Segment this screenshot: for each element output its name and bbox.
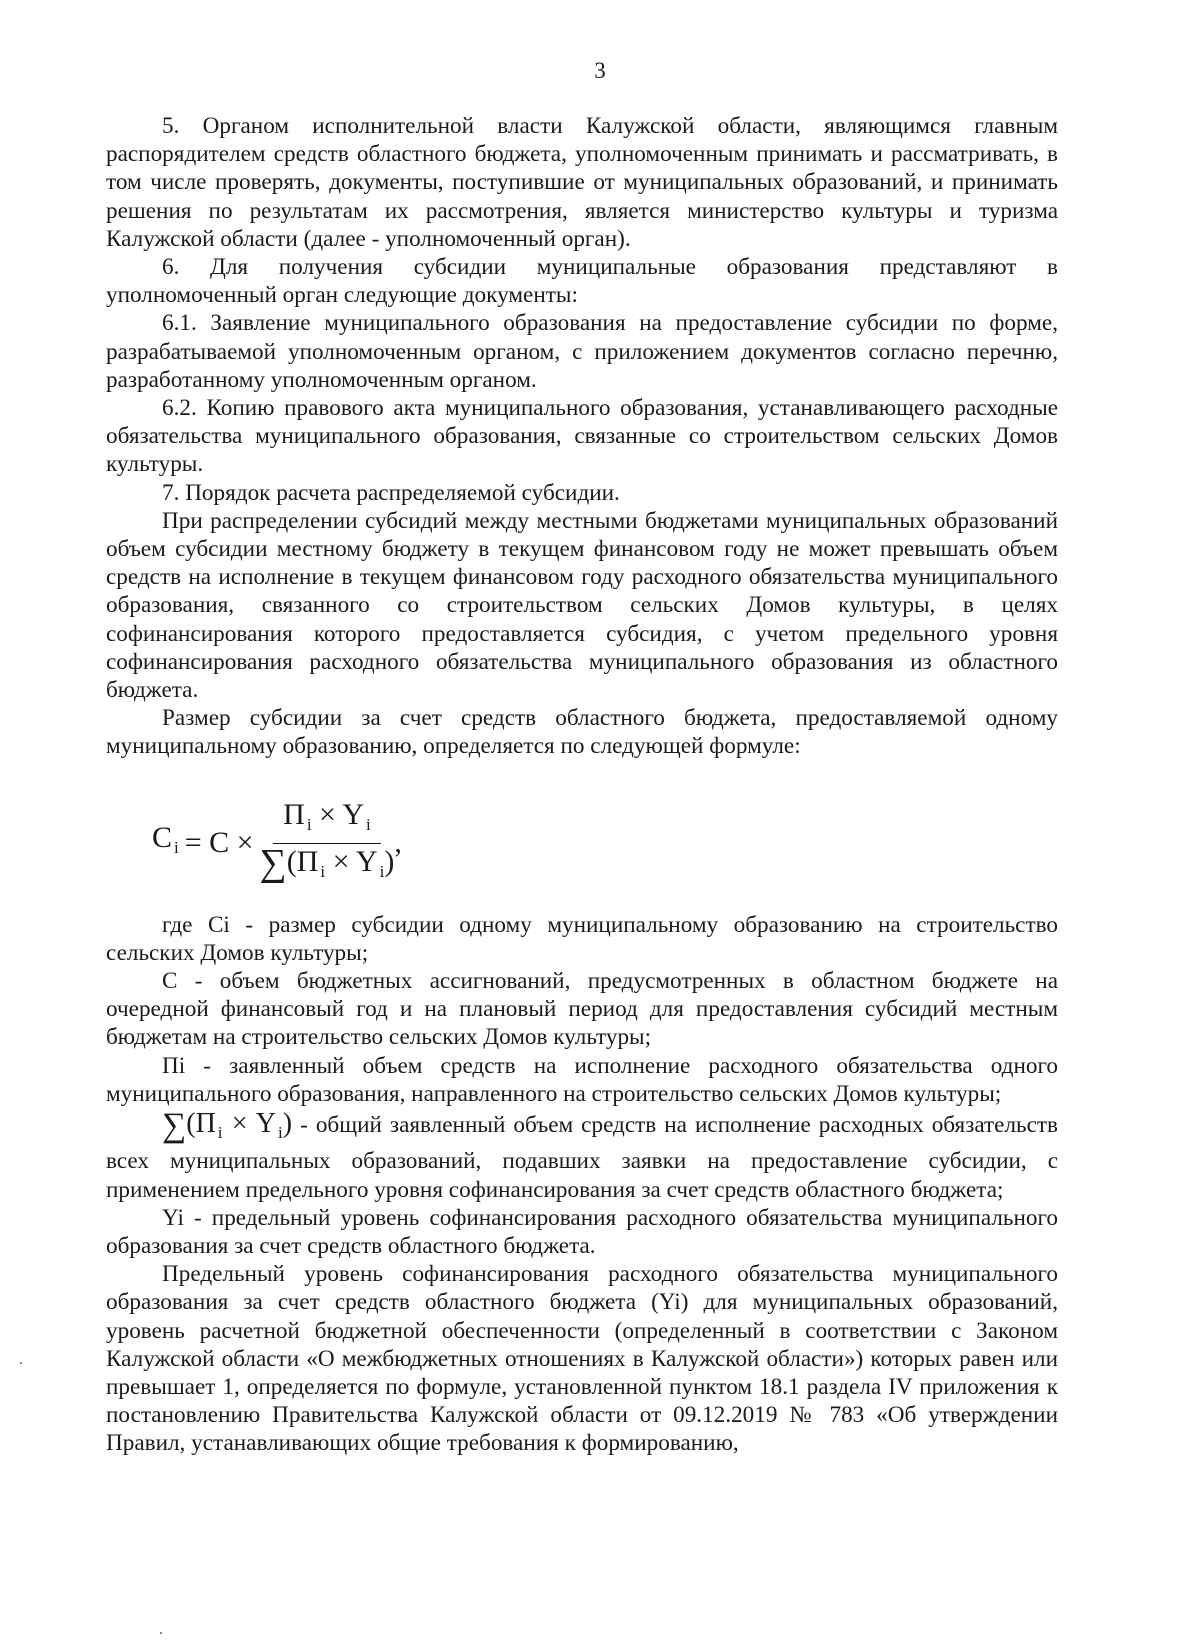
subsidy-formula (152, 797, 402, 886)
definition-pi: Пi - заявленный объем средств на исполнение расходного обязательства одного муниципального образования, направленного на строительство сельских Домов культуры; (106, 1052, 1058, 1107)
document-body (106, 112, 1058, 1458)
paragraph-7-formula-intro: Размер субсидии за счет средств областного бюджета, предоставляемой одному муниципальному образованию, определяется по следующей формуле: (106, 705, 1058, 760)
formula-equals-times: = C × (184, 826, 254, 860)
formula-denominator: ∑(П $_i$ × Y $_i$) (259, 841, 395, 884)
formula-trailing-comma: , (394, 826, 402, 860)
subsidy-formula-block (106, 761, 1058, 911)
page-number: 3 (594, 58, 606, 83)
paragraph-7-distribution: При распределении субсидий между местными бюджетами муниципальных образований объем субсидии местному бюджету в текущем финансовом году не может превышать объем средств на исполнение в текущем финансовом году расходного обязательства муниципального образования, связанного со строительством сельских Домов культуры, в целях софинансирования которого предоставляется субсидия, с учетом предельного уровня софинансирования расходного обязательства муниципального образования из областного бюджета. (106, 507, 1058, 704)
formula-lhs: C $_i$ (152, 821, 179, 858)
definition-sum-text: - общий заявленный объем средств на исполнение расходных обязательств всех муниципальных образований, подавших заявки на предоставление субсидии, с применением предельного уровня софинансирования за счет средств областного бюджета; (106, 1112, 1058, 1203)
inline-sum-formula: ∑(П $_i$ × Y $_i$) (162, 1107, 293, 1145)
formula-fraction (259, 797, 395, 886)
definition-yi: Yi - предельный уровень софинансирования расходного обязательства муниципального образования за счет средств областного бюджета. (106, 1204, 1058, 1259)
formula-numerator: П $_i$ × Y $_i$ (273, 801, 381, 844)
paragraph-6-1: 6.1. Заявление муниципального образования на предоставление субсидии по форме, разрабатываемой уполномоченным органом, с приложением документов согласно перечню, разработанному уполномоченным органом. (106, 310, 1058, 393)
definition-c: С - объем бюджетных ассигнований, предусмотренных в областном бюджете на очередной финансовый год и на плановый период для предоставления субсидий местным бюджетам на строительство сельских Домов культуры; (106, 968, 1058, 1051)
paragraph-6: 6. Для получения субсидии муниципальные образования представляют в уполномоченный орган следующие документы: (106, 254, 1058, 309)
paragraph-7: 7. Порядок расчета распределяемой субсидии. (162, 479, 620, 506)
definition-ci: где Ci - размер субсидии одному муниципальному образованию на строительство сельских Домов культуры; (106, 911, 1058, 966)
paragraph-cofinancing-level: Предельный уровень софинансирования расходного обязательства муниципального образования за счет средств областного бюджета (Yi) для муниципальных образований, уровень расчетной бюджетной обеспеченности (определенный в соответствии с Законом Калужской области «О межбюджетных отношениях в Калужской области») которых равен или превышает 1, определяется по формуле, установленной пунктом 18.1 раздела IV приложения к постановлению Правительства Калужской области от 09.12.2019 № 783 «Об утверждении Правил, устанавливающих общие требования к формированию, (106, 1261, 1058, 1457)
scan-speck (160, 1632, 162, 1634)
scan-speck (20, 1362, 22, 1364)
definition-sum (106, 1107, 1058, 1204)
paragraph-5: 5. Органом исполнительной власти Калужской области, являющимся главным распорядителем средств областного бюджета, уполномоченным принимать и рассматривать, в том числе проверять, документы, поступившие от муниципальных образований, и принимать решения по результатам их рассмотрения, является министерство культуры и туризма Калужской области (далее - уполномоченный орган). (106, 113, 1058, 252)
paragraph-6-2: 6.2. Копию правового акта муниципального образования, устанавливающего расходные обязательства муниципального образования, связанные со строительством сельских Домов культуры. (106, 395, 1058, 478)
